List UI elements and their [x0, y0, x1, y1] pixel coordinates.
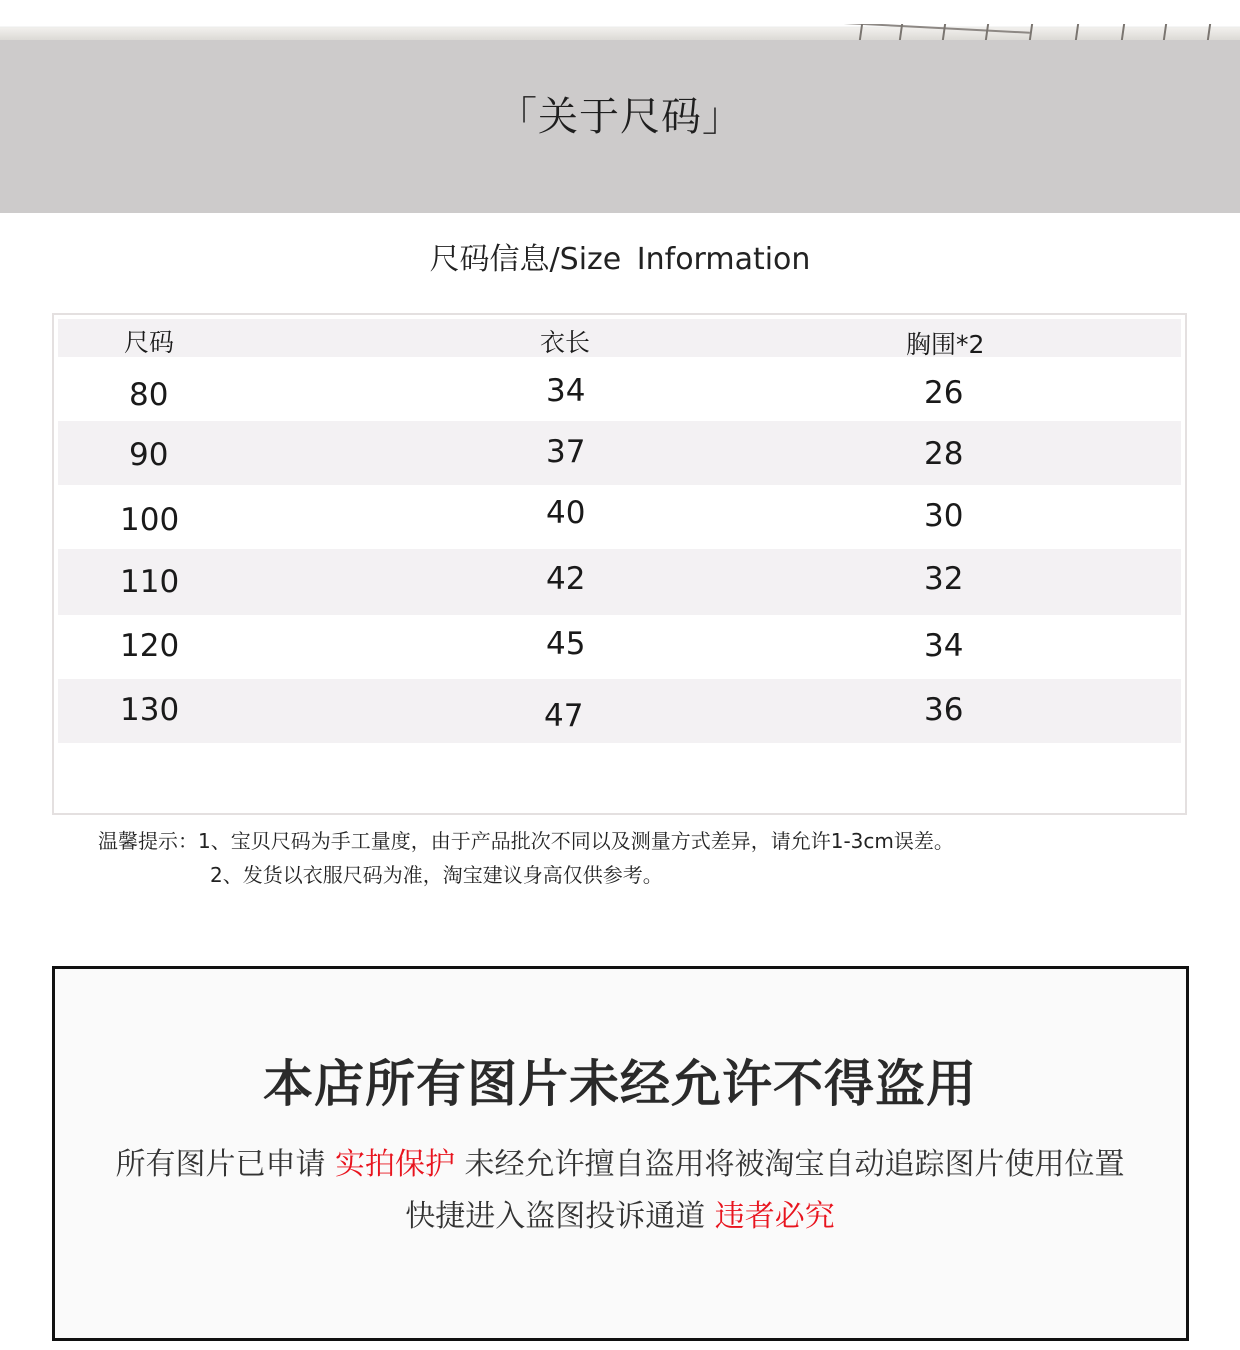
- table-row: [58, 549, 1181, 615]
- top-image-pattern: [800, 24, 1240, 40]
- chest-cell: 30: [924, 498, 964, 534]
- copyright-text: 未经允许擅自盗用将被淘宝自动追踪图片使用位置: [455, 1147, 1125, 1182]
- copyright-highlight: 违者必究: [714, 1199, 835, 1234]
- size-cell: 100: [120, 502, 180, 538]
- table-row: [58, 615, 1181, 679]
- size-cell: 120: [120, 628, 180, 664]
- chest-cell: 26: [924, 375, 964, 411]
- notice-line-1: 温馨提示：1、宝贝尺码为手工量度，由于产品批次不同以及测量方式差异，请允许1-3cm误差。: [98, 829, 954, 853]
- copyright-text: 快捷进入盗图投诉通道: [405, 1199, 715, 1234]
- size-notice: [98, 824, 954, 892]
- length-cell: 45: [546, 626, 586, 662]
- chest-cell: 28: [924, 436, 964, 472]
- copyright-text: 所有图片已申请: [115, 1147, 335, 1182]
- header-chest: 胸围*2: [906, 330, 985, 359]
- chest-cell: 36: [924, 692, 964, 728]
- table-row: [58, 485, 1181, 549]
- notice-line-2: 2、发货以衣服尺码为准，淘宝建议身高仅供参考。: [210, 863, 663, 887]
- chest-cell: 32: [924, 561, 964, 597]
- size-cell: 110: [120, 564, 180, 600]
- length-cell: 42: [546, 561, 586, 597]
- table-row: [58, 421, 1181, 485]
- size-table: [52, 313, 1187, 815]
- size-cell: 130: [120, 692, 180, 728]
- length-cell: 47: [544, 698, 584, 734]
- copyright-line-1: [0, 1145, 1240, 1185]
- top-image-strip: [0, 0, 1240, 40]
- size-cell: 90: [129, 437, 169, 473]
- banner-title: 「关于尺码」: [497, 94, 743, 140]
- table-row: [58, 359, 1181, 421]
- length-cell: 40: [546, 495, 586, 531]
- length-cell: 37: [546, 434, 586, 470]
- header-size: 尺码: [124, 328, 175, 357]
- chest-cell: 34: [924, 628, 964, 664]
- copyright-title: 本店所有图片未经允许不得盗用: [263, 1055, 977, 1113]
- size-cell: 80: [129, 377, 169, 413]
- length-cell: 34: [546, 373, 586, 409]
- size-info-subtitle: 尺码信息/Size Information: [429, 242, 811, 277]
- copyright-highlight: 实拍保护: [335, 1147, 455, 1182]
- table-header-row: [58, 319, 1181, 357]
- table-row: [58, 679, 1181, 743]
- copyright-line-2: [0, 1197, 1240, 1237]
- header-length: 衣长: [540, 328, 591, 357]
